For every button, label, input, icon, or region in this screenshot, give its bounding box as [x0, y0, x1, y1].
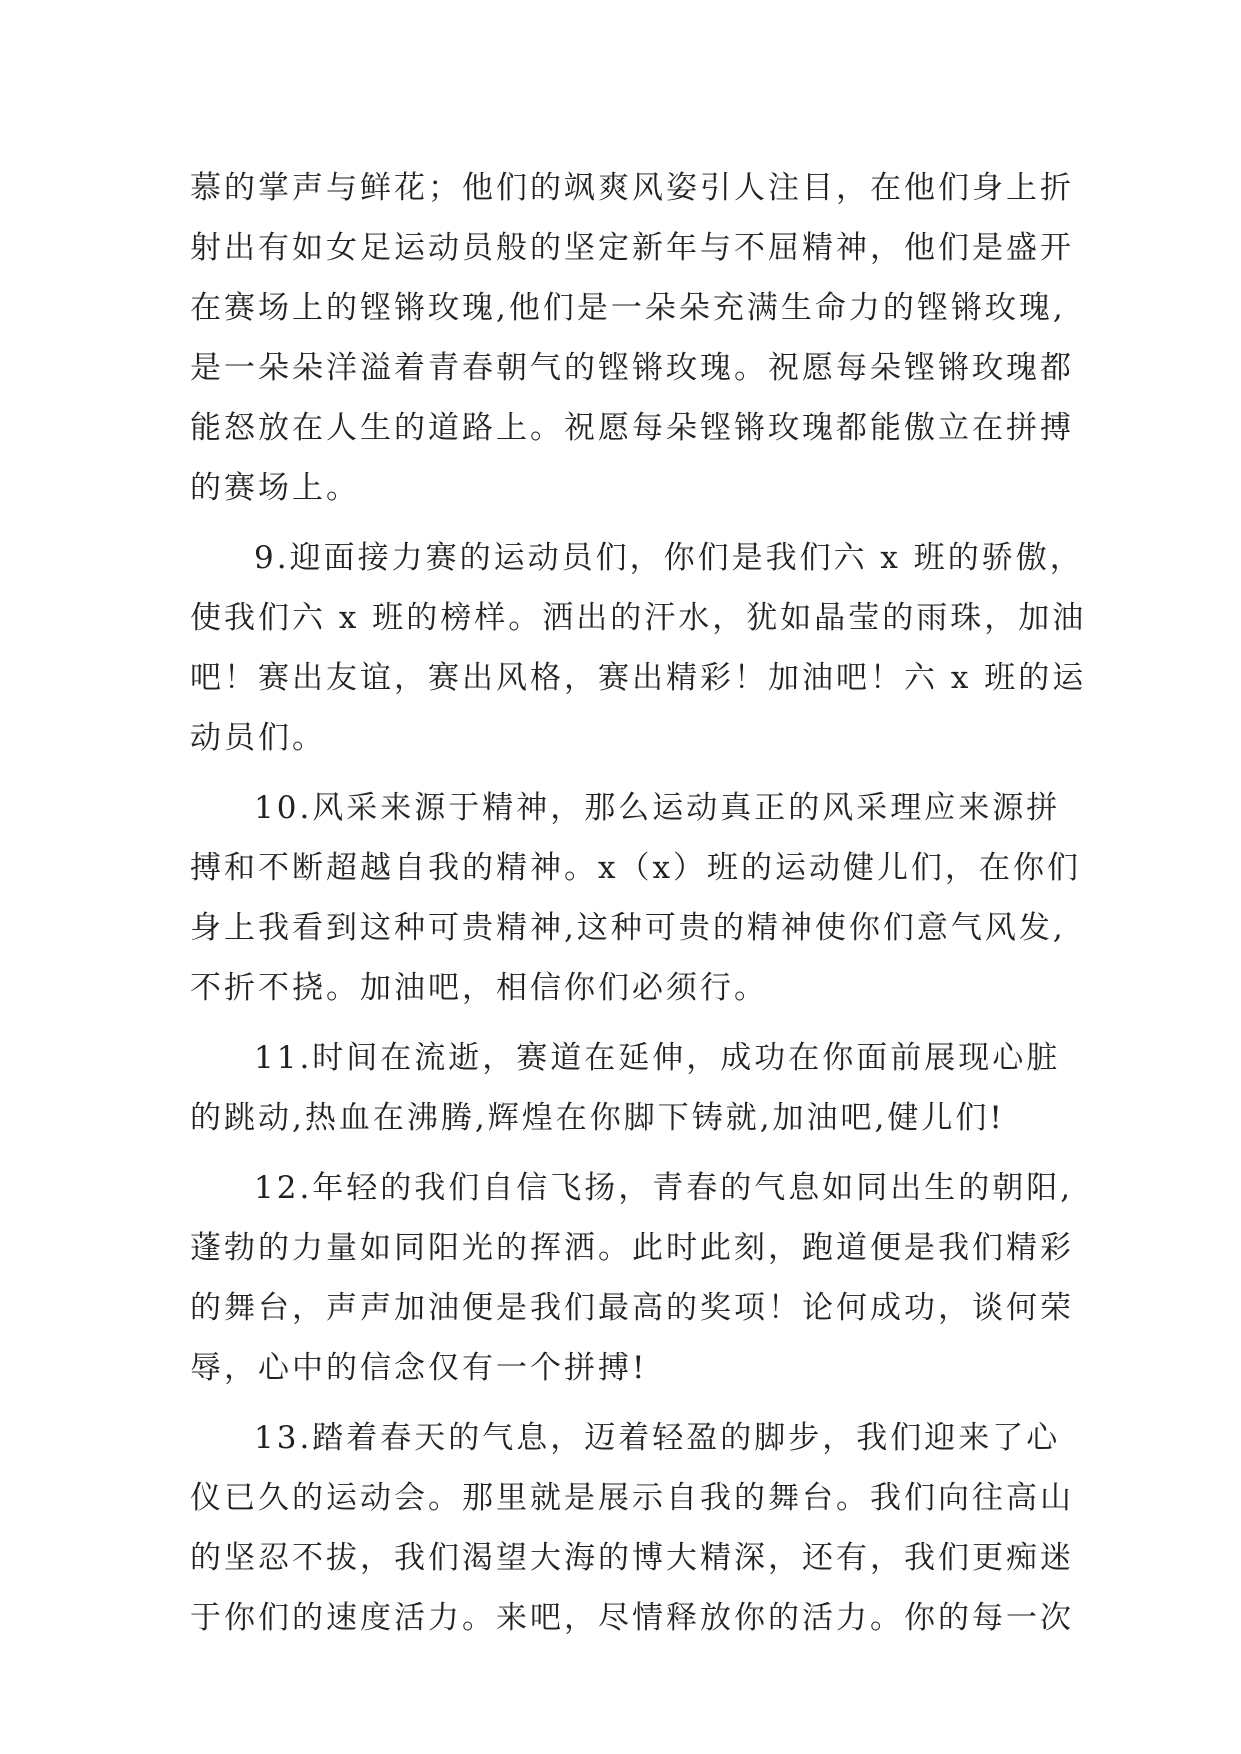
text-line: 13.踏着春天的气息，迈着轻盈的脚步，我们迎来了心 [254, 1420, 1061, 1456]
paragraph-12 [190, 1158, 1090, 1398]
text-line: 在赛场上的铿锵玫瑰,他们是一朵朵充满生命力的铿锵玫瑰, [190, 290, 1066, 326]
text-line: 10.风采来源于精神，那么运动真正的风采理应来源拼 [254, 790, 1061, 826]
text-line: 的跳动,热血在沸腾,辉煌在你脚下铸就,加油吧,健儿们! [190, 1100, 1005, 1136]
text-line: 动员们。 [190, 720, 326, 756]
text-line: 11.时间在流逝，赛道在延伸，成功在你面前展现心脏 [254, 1040, 1061, 1076]
text-line: 的舞台，声声加油便是我们最高的奖项！论何成功，谈何荣 [190, 1290, 1074, 1326]
text-line: 的赛场上。 [190, 470, 360, 506]
text-line: 身上我看到这种可贵精神,这种可贵的精神使你们意气风发, [190, 910, 1066, 946]
text-line: 9.迎面接力赛的运动员们，你们是我们六 x 班的骄傲， [254, 540, 1084, 576]
text-line: 12.年轻的我们自信飞扬，青春的气息如同出生的朝阳, [254, 1170, 1074, 1206]
text-line: 辱，心中的信念仅有一个拼搏! [190, 1350, 648, 1386]
text-line: 搏和不断超越自我的精神。x（x）班的运动健儿们，在你们 [190, 850, 1081, 886]
paragraph-9 [190, 528, 1090, 768]
text-line: 慕的掌声与鲜花；他们的飒爽风姿引人注目，在他们身上折 [190, 170, 1074, 206]
text-line: 吧！赛出友谊，赛出风格，赛出精彩！加油吧！六 x 班的运 [190, 660, 1087, 696]
text-line: 使我们六 x 班的榜样。洒出的汗水，犹如晶莹的雨珠，加油 [190, 600, 1087, 636]
paragraph-10 [190, 778, 1090, 1018]
text-line: 射出有如女足运动员般的坚定新年与不屈精神，他们是盛开 [190, 230, 1074, 266]
paragraph-13 [190, 1408, 1090, 1648]
text-line: 于你们的速度活力。来吧，尽情释放你的活力。你的每一次 [190, 1600, 1074, 1636]
paragraph-continuation [190, 158, 1090, 518]
text-line: 的坚忍不拔，我们渴望大海的博大精深，还有，我们更痴迷 [190, 1540, 1074, 1576]
text-line: 蓬勃的力量如同阳光的挥洒。此时此刻，跑道便是我们精彩 [190, 1230, 1074, 1266]
text-line: 仪已久的运动会。那里就是展示自我的舞台。我们向往高山 [190, 1480, 1074, 1516]
paragraph-11 [190, 1028, 1090, 1148]
text-line: 是一朵朵洋溢着青春朝气的铿锵玫瑰。祝愿每朵铿锵玫瑰都 [190, 350, 1074, 386]
document-body [190, 158, 1090, 1648]
text-line: 不折不挠。加油吧，相信你们必须行。 [190, 970, 768, 1006]
text-line: 能怒放在人生的道路上。祝愿每朵铿锵玫瑰都能傲立在拼搏 [190, 410, 1074, 446]
